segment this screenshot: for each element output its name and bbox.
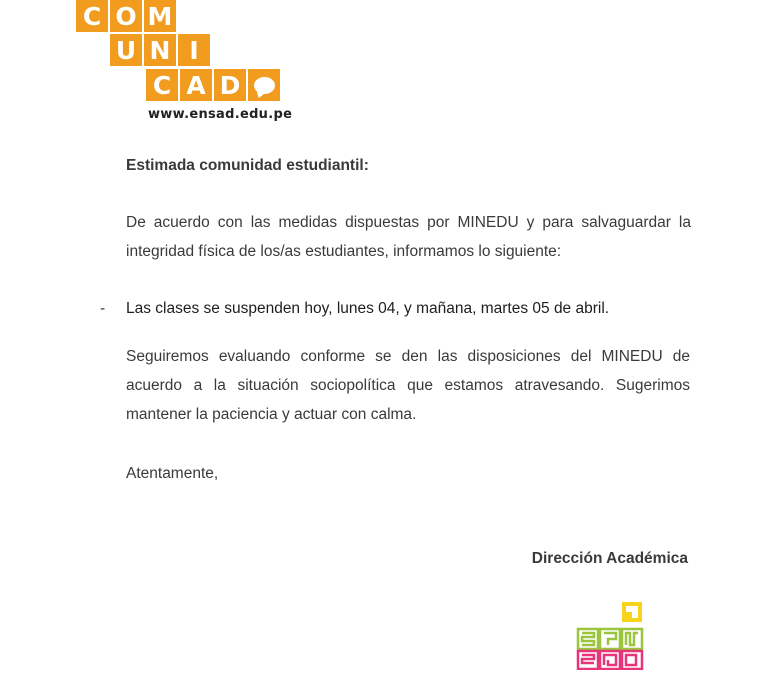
signature: Dirección Académica bbox=[531, 550, 688, 567]
logo-tile: O bbox=[110, 0, 142, 32]
logo-tile: N bbox=[144, 34, 176, 66]
closing: Atentamente, bbox=[126, 465, 219, 482]
greeting: Estimada comunidad estudiantil: bbox=[126, 157, 369, 174]
logo-tile: I bbox=[178, 34, 210, 66]
bullet-marker: - bbox=[100, 300, 106, 317]
logo-row-3 bbox=[146, 69, 280, 101]
bullet-item: Las clases se suspenden hoy, lunes 04, y mañana, martes 05 de abril. bbox=[126, 300, 610, 317]
speech-bubble-icon bbox=[254, 77, 275, 94]
logo-tile: C bbox=[76, 0, 108, 32]
logo-tile: U bbox=[110, 34, 142, 66]
ensad-emblem-icon bbox=[574, 602, 644, 670]
logo-tile: M bbox=[144, 0, 176, 32]
paragraph-intro: De acuerdo con las medidas dispuestas por MINEDU y para salvaguardar la integridad física de los/as estudiantes, informamos lo siguiente: bbox=[126, 214, 691, 260]
logo-tile: D bbox=[214, 69, 246, 101]
logo-tile: A bbox=[180, 69, 212, 101]
logo-tile-speech bbox=[248, 69, 280, 101]
logo-tile: C bbox=[146, 69, 178, 101]
website-url: www.ensad.edu.pe bbox=[148, 107, 293, 122]
paragraph-followup: Seguiremos evaluando conforme se den las disposiciones del MINEDU de acuerdo a la situación sociopolítica que estamos atravesando. Sugerimos mantener la paciencia y actuar con calma. bbox=[126, 348, 690, 423]
logo-row-1 bbox=[76, 0, 176, 32]
logo-row-2 bbox=[110, 34, 210, 66]
